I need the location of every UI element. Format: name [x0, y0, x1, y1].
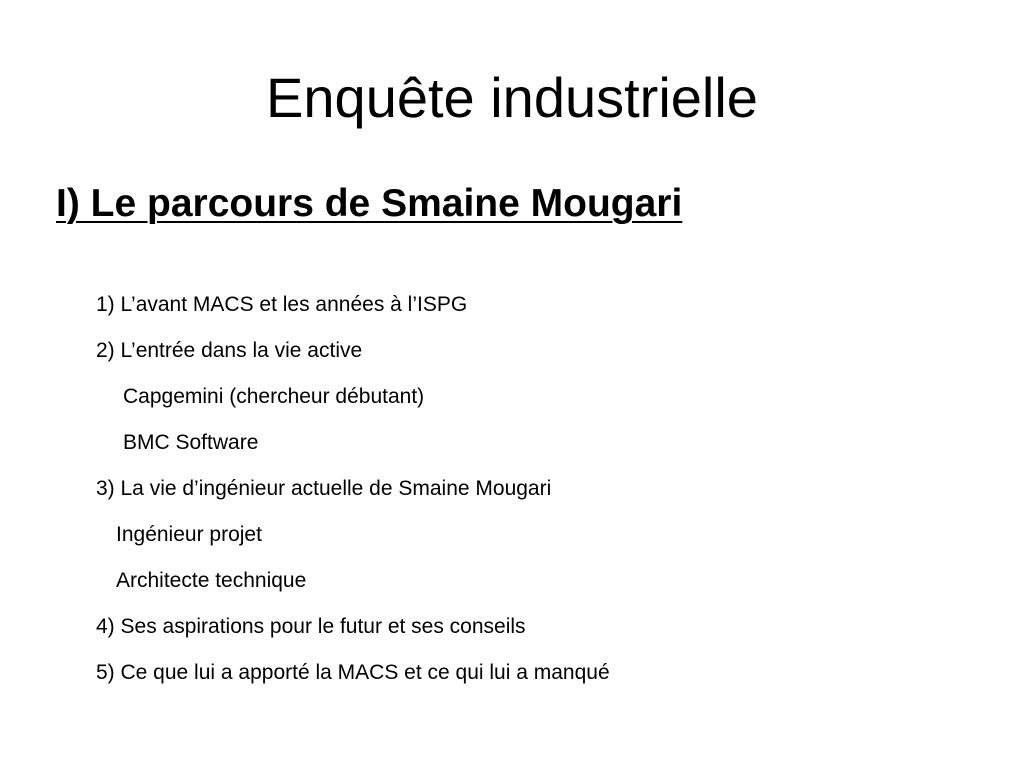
slide-title: Enquête industrielle [266, 66, 758, 129]
outline-subitem-bmc: BMC Software [123, 431, 259, 454]
outline-subitem-capgemini: Capgemini (chercheur débutant) [123, 385, 425, 408]
outline-subitem-architecte: Architecte technique [116, 569, 307, 592]
outline-item-3: 3) La vie d’ingénieur actuelle de Smaine Mougari [96, 477, 552, 500]
outline-item-4: 4) Ses aspirations pour le futur et ses conseils [96, 615, 526, 638]
outline-item-1: 1) L’avant MACS et les années à l’ISPG [96, 293, 468, 316]
outline-item-2: 2) L’entrée dans la vie active [96, 339, 363, 362]
outline-subitem-ingenieur-projet: Ingénieur projet [116, 523, 262, 546]
outline-item-5: 5) Ce que lui a apporté la MACS et ce qui lui a manqué [96, 661, 610, 684]
section-heading: I) Le parcours de Smaine Mougari [56, 182, 683, 225]
